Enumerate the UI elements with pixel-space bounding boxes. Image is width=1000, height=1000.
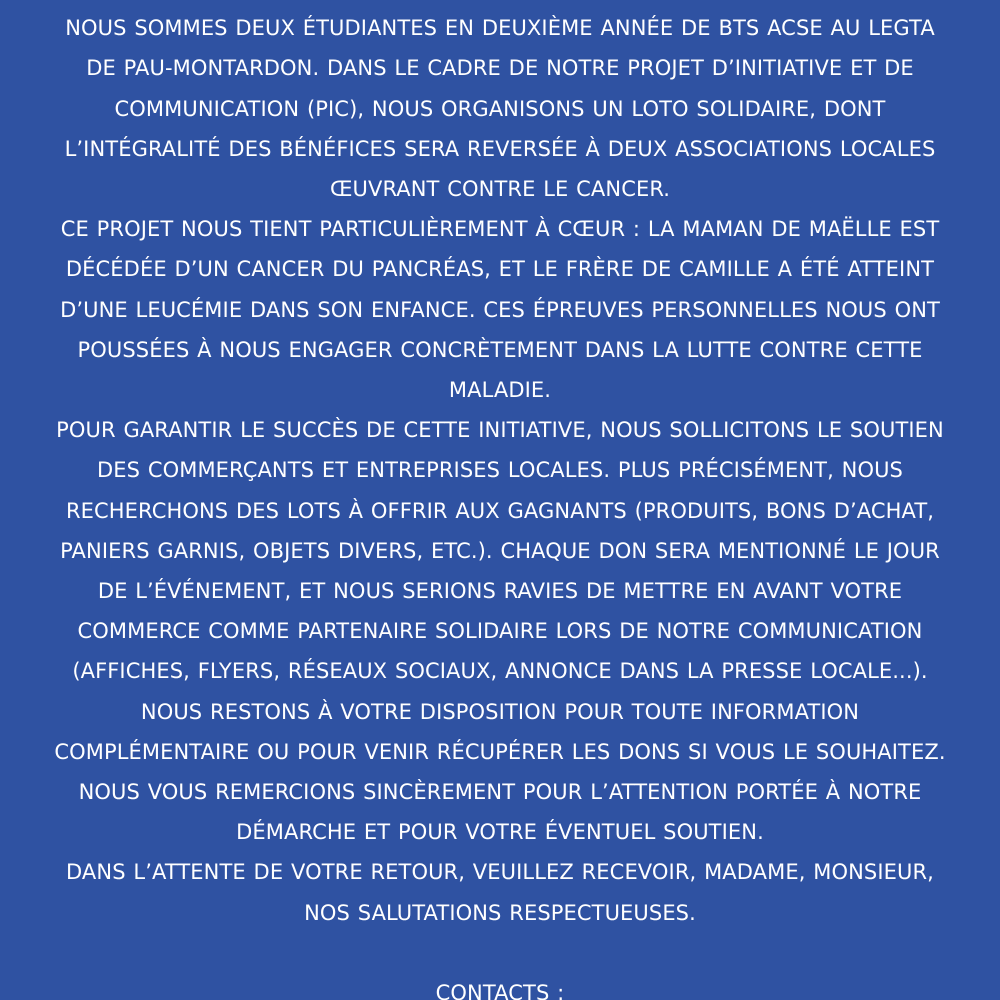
blank-line: [10, 933, 990, 973]
letter-line: NOUS VOUS REMERCIONS SINCÈREMENT POUR L’ATTENTION PORTÉE À NOTRE: [78, 780, 922, 805]
letter-line: MALADIE.: [448, 378, 552, 403]
letter-line: NOUS SOMMES DEUX ÉTUDIANTES EN DEUXIÈME ANNÉE DE BTS ACSE AU LEGTA: [65, 16, 935, 41]
letter-line: (AFFICHES, FLYERS, RÉSEAUX SOCIAUX, ANNONCE DANS LA PRESSE LOCALE...).: [72, 659, 928, 684]
letter-line: ŒUVRANT CONTRE LE CANCER.: [329, 177, 671, 202]
letter-line: CE PROJET NOUS TIENT PARTICULIÈREMENT À CŒUR : LA MAMAN DE MAËLLE EST: [60, 217, 940, 242]
letter-line: D’UNE LEUCÉMIE DANS SON ENFANCE. CES ÉPREUVES PERSONNELLES NOUS ONT: [60, 297, 940, 322]
contacts-heading: CONTACTS :: [435, 981, 565, 1000]
letter-body: [10, 0, 990, 1000]
letter-line: POUR GARANTIR LE SUCCÈS DE CETTE INITIATIVE, NOUS SOLLICITONS LE SOUTIEN: [56, 418, 944, 443]
letter-line: L’INTÉGRALITÉ DES BÉNÉFICES SERA REVERSÉE À DEUX ASSOCIATIONS LOCALES: [64, 136, 936, 161]
letter-line: DÉCÉDÉE D’UN CANCER DU PANCRÉAS, ET LE FRÈRE DE CAMILLE A ÉTÉ ATTEINT: [65, 257, 935, 282]
letter-line: DANS L’ATTENTE DE VOTRE RETOUR, VEUILLEZ RECEVOIR, MADAME, MONSIEUR,: [66, 860, 934, 885]
letter-line: DE L’ÉVÉNEMENT, ET NOUS SERIONS RAVIES DE METTRE EN AVANT VOTRE: [97, 579, 903, 604]
letter-line: DES COMMERÇANTS ET ENTREPRISES LOCALES. PLUS PRÉCISÉMENT, NOUS: [97, 458, 903, 483]
letter-line-intro: [10, 0, 990, 8]
letter-line: NOS SALUTATIONS RESPECTUEUSES.: [304, 900, 696, 925]
letter-line: COMMERCE COMME PARTENAIRE SOLIDAIRE LORS DE NOTRE COMMUNICATION: [77, 619, 923, 644]
letter-line: PANIERS GARNIS, OBJETS DIVERS, ETC.). CHAQUE DON SERA MENTIONNÉ LE JOUR: [60, 538, 940, 563]
letter-line: NOUS RESTONS À VOTRE DISPOSITION POUR TOUTE INFORMATION: [140, 699, 860, 724]
letter-line: DÉMARCHE ET POUR VOTRE ÉVENTUEL SOUTIEN.: [236, 820, 764, 845]
letter-line: DE PAU-MONTARDON. DANS LE CADRE DE NOTRE PROJET D’INITIATIVE ET DE: [86, 56, 914, 81]
letter-line: COMPLÉMENTAIRE OU POUR VENIR RÉCUPÉRER LES DONS SI VOUS LE SOUHAITEZ.: [54, 739, 946, 764]
letter-line: POUSSÉES À NOUS ENGAGER CONCRÈTEMENT DANS LA LUTTE CONTRE CETTE: [77, 337, 923, 362]
letter-line: RECHERCHONS DES LOTS À OFFRIR AUX GAGNANTS (PRODUITS, BONS D’ACHAT,: [65, 498, 935, 523]
letter-line: COMMUNICATION (PIC), NOUS ORGANISONS UN LOTO SOLIDAIRE, DONT: [114, 96, 886, 121]
